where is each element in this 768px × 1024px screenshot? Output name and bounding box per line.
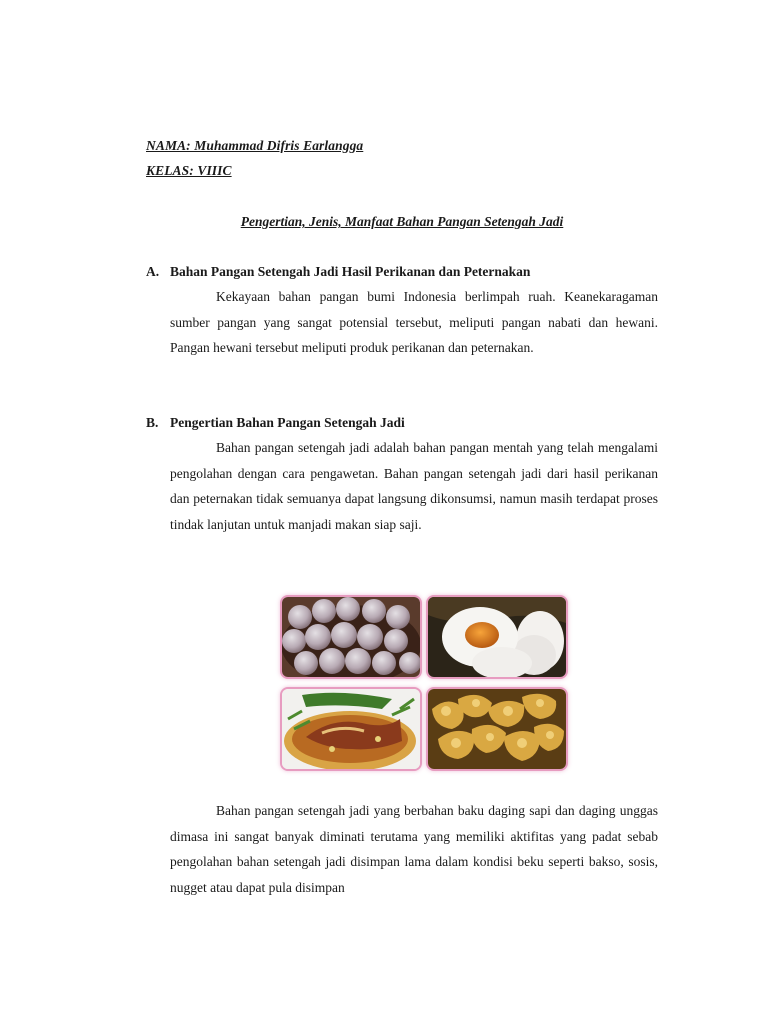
section-a [146,259,658,361]
meatballs-photo-icon [282,597,420,677]
section-body: Kekayaan bahan pangan bumi Indonesia berlimpah ruah. Keanekaragaman sumber pangan yang sangat potensial tersebut, meliputi pangan nabati dan hewani. Pangan hewani tersebut meliputi produk perikanan dan peternakan. [170,289,658,356]
section-heading [146,259,658,284]
section-letter: A. [146,264,160,279]
student-name: NAMA: Muhammad Difris Earlangga [146,138,364,153]
document-title: Pengertian, Jenis, Manfaat Bahan Pangan Setengah Jadi [240,214,564,229]
student-class: KELAS: VIIIC [146,163,232,178]
section-heading-text: Bahan Pangan Setengah Jadi Hasil Perikanan dan Peternakan [170,264,531,279]
fried-snack-photo-icon [428,689,566,769]
salted-egg-photo-icon [428,597,566,677]
food-photo-grid [280,596,572,772]
section-heading-text: Pengertian Bahan Pangan Setengah Jadi [170,415,405,430]
closing-paragraph: Bahan pangan setengah jadi yang berbahan baku daging sapi dan daging unggas dimasa ini sangat banyak diminati terutama yang memiliki aktifitas yang padat sebab pengolahan bahan setengah jadi disimpan lama dalam kondisi beku seperti bakso, sosis, nugget atau dapat pula disimpan [170,803,658,895]
section-body: Bahan pangan setengah jadi adalah bahan pangan mentah yang telah mengalami pengolahan dengan cara pengawetan. Bahan pangan setengah jadi dari hasil perikanan dan peternakan tidak semuanya dapat langsung dikonsumsi, namun masih terdapat proses tindak lanjutan untuk manjadi makan siap saji. [170,440,658,532]
section-letter: B. [146,415,159,430]
fish-dish-photo-icon [282,689,420,769]
section-b [146,410,658,537]
section-heading [146,410,658,435]
